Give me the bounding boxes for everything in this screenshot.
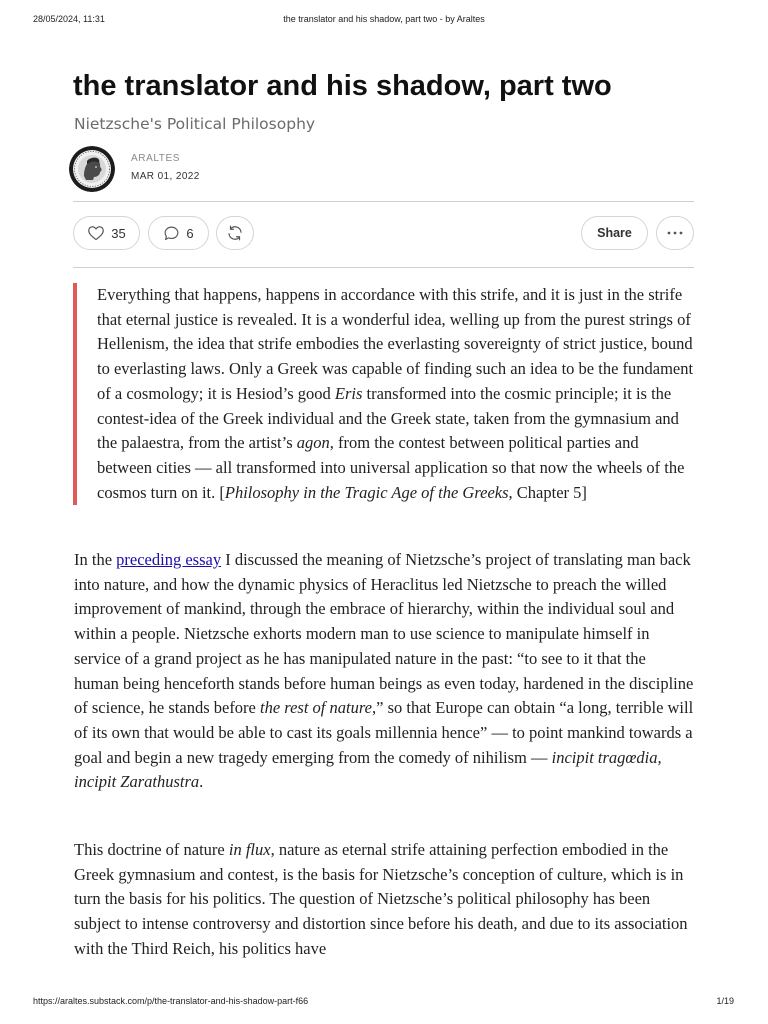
blockquote (73, 283, 694, 505)
like-count: 35 (111, 225, 126, 241)
body-paragraph-1: In the preceding essay I discussed the meaning of Nietzsche’s project of translating man back into nature, and how the dynamic physics of Heraclitus led Nietzsche to preach the willed improvement of mankind, through the embrace of hierarchy, within the individual soul and within a people. Nietzsche exhorts modern man to use science to manipulate himself in service of a grand project as he has manipulated nature in the past: “to see to it that the human being henceforth stands before human beings as even today, hardened in the discipline of science, he stands before the rest of nature,” so that Europe can obtain “a long, terrible will of its own that would be able to cast its goals millennia hence” — to point mankind towards a goal and begin a new tragedy emerging from the comedy of nihilism — incipit tragœdia, incipit Zarathustra. (74, 550, 694, 792)
restack-button[interactable] (216, 216, 254, 250)
post-subtitle: Nietzsche's Political Philosophy (74, 115, 316, 133)
paragraph-emphasis: the rest of nature (260, 698, 372, 718)
divider-top (73, 201, 694, 202)
comment-count: 6 (186, 225, 194, 241)
paragraph-emphasis: in flux (228, 840, 271, 859)
divider-bottom (73, 267, 694, 268)
print-datetime: 28/05/2024, 11:31 (33, 14, 105, 24)
share-button[interactable]: Share (581, 216, 648, 250)
coin-portrait-icon (69, 146, 115, 192)
comment-button[interactable] (148, 216, 209, 250)
like-button[interactable] (73, 216, 140, 250)
paragraph-emphasis: incipit tragœdia, incipit Zarathustra (74, 747, 662, 792)
preceding-essay-link[interactable]: preceding essay (116, 550, 222, 569)
print-url: https://araltes.substack.com/p/the-translator-and-his-shadow-part-f66 (33, 996, 309, 1006)
print-page-title: the translator and his shadow, part two - by Araltes (283, 14, 485, 24)
print-page-number: 1/19 (716, 996, 734, 1006)
restack-icon (226, 224, 244, 242)
more-options-button[interactable] (656, 216, 694, 250)
body-paragraph-2: This doctrine of nature in flux, nature as eternal strife attaining perfection embodied in the Greek gymnasium and contest, is the basis for Nietzsche’s conception of culture, which is in turn the basis for his politics. The question of Nietzsche’s political philosophy has been subject to intense controversy and distortion since before his death, and due to its association with the Third Reich, his politics have (74, 840, 688, 958)
post-title: the translator and his shadow, part two (73, 70, 612, 102)
quote-emphasis: Eris (334, 383, 363, 403)
ellipsis-icon (666, 230, 684, 236)
quote-emphasis: agon (296, 433, 330, 453)
author-avatar[interactable] (69, 146, 115, 192)
quote-text: Everything that happens, happens in accordance with this strife, and it is just in the strife that eternal justice is revealed. It is a wonderful idea, welling up from the purest strings of Hellenism, the idea that strife embodies the everlasting sovereignty of strict justice, bound to everlasting laws. Only a Greek was capable of finding such an idea to be the fundament of a cosmology; it is Hesiod’s good Eris transformed into the cosmic principle; it is the contest-idea of the Greek individual and the Greek state, taken from the gymnasium and the palaestra, from the artist’s agon, from the contest between political parties and between cities — all transformed into universal application so that now the wheels of the cosmos turn on it. [Philosophy in the Tragic Age of the Greeks, Chapter 5] (97, 285, 694, 502)
author-name[interactable]: ARALTES (131, 153, 181, 164)
post-date: MAR 01, 2022 (131, 171, 200, 182)
quote-source-title: Philosophy in the Tragic Age of the Greeks (224, 482, 509, 502)
comment-icon (163, 225, 180, 242)
heart-icon (87, 225, 105, 241)
